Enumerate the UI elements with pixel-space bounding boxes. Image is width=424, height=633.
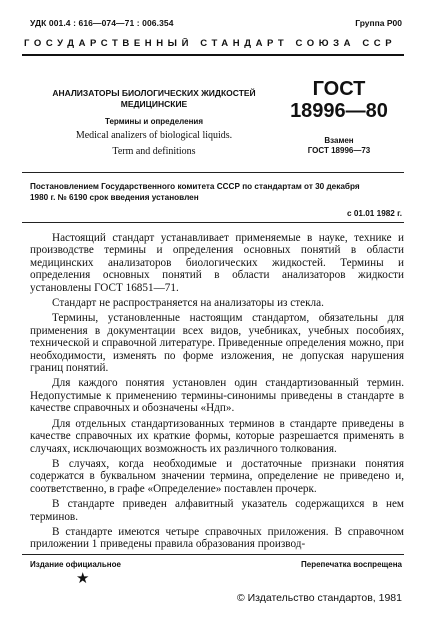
group-code: Группа Р00 xyxy=(355,18,402,28)
reprint-prohibited-label: Перепечатка воспрещена xyxy=(301,560,402,569)
udc-code: УДК 001.4 : 616—074—71 : 006.354 xyxy=(30,18,174,28)
footer-rule xyxy=(22,554,404,555)
title-en-line2: Term and definitions xyxy=(112,146,196,157)
subtitle-ru: Термины и определения xyxy=(104,117,203,126)
body-paragraph: В стандарте приведен алфавитный указатель содержащихся в нем терминов. xyxy=(30,498,404,523)
body-text xyxy=(30,232,404,554)
body-paragraph: Термины, установленные настоящим стандартом, обязательны для применения в документации всех видов, учебниках, учебных пособиях, технической и справочной литературе. Приведенные определения можно, при необходимости, изменять по форме изложения, не допуская нарушения границ понятий. xyxy=(30,312,404,375)
decree-line2: 1980 г. № 6190 срок введения установлен xyxy=(30,193,199,202)
decree-line1: Постановлением Государственного комитета СССР по стандартам от 30 декабря xyxy=(30,182,360,191)
official-edition-label: Издание официальное xyxy=(30,560,121,569)
star-icon: ★ xyxy=(76,571,90,587)
header-rule xyxy=(22,54,404,56)
body-paragraph: В стандарте имеются четыре справочных приложения. В справочном приложении 1 приведены правила образования производ- xyxy=(30,525,404,551)
body-paragraph: Стандарт не распространяется на анализаторы из стекла. xyxy=(52,297,324,310)
effective-date: с 01.01 1982 г. xyxy=(347,209,402,218)
title-block xyxy=(34,88,274,158)
replaces-value: ГОСТ 18996—73 xyxy=(307,146,371,155)
standard-banner: ГОСУДАРСТВЕННЫЙ СТАНДАРТ СОЮЗА ССР xyxy=(24,38,397,49)
replaces-label: Взамен xyxy=(324,136,354,145)
body-paragraph: Для каждого понятия установлен один стандартизованный термин. Недопустимые к применению термины-синонимы приведены в стандарте в качестве справочных и обозначены «Ндп». xyxy=(30,377,404,415)
title-ru-line2: МЕДИЦИНСКИЕ xyxy=(120,99,188,109)
title-ru-line1: АНАЛИЗАТОРЫ БИОЛОГИЧЕСКИХ ЖИДКОСТЕЙ xyxy=(52,88,256,98)
title-en-line1: Medical analizers of biological liquids. xyxy=(75,130,233,141)
gost-number: 18996—80 xyxy=(290,100,388,122)
title-rule xyxy=(22,172,404,173)
publisher-copyright: © Издательство стандартов, 1981 xyxy=(236,592,402,604)
gost-label: ГОСТ xyxy=(312,78,366,100)
decree-rule xyxy=(22,222,404,223)
body-paragraph: В случаях, когда необходимые и достаточные признаки понятия содержатся в буквальном значении термина, определение не приведено и, соответственно, в графе «Определение» поставлен прочерк. xyxy=(30,457,404,495)
decree-text xyxy=(30,181,402,203)
body-paragraph: Для отдельных стандартизованных терминов в стандарте приведены в качестве справочных их краткие формы, которые разрешается применять в случаях, исключающих возможность их различного толкования. xyxy=(30,417,404,455)
gost-designation xyxy=(283,78,395,155)
body-paragraph: Настоящий стандарт устанавливает применяемые в науке, технике и производстве термины и определения основных понятий в области медицинских анализаторов биологических жидкостей. Термины и определения основных понятий в области анализаторов жидкости установлены ГОСТ 16851—71. xyxy=(30,232,404,294)
